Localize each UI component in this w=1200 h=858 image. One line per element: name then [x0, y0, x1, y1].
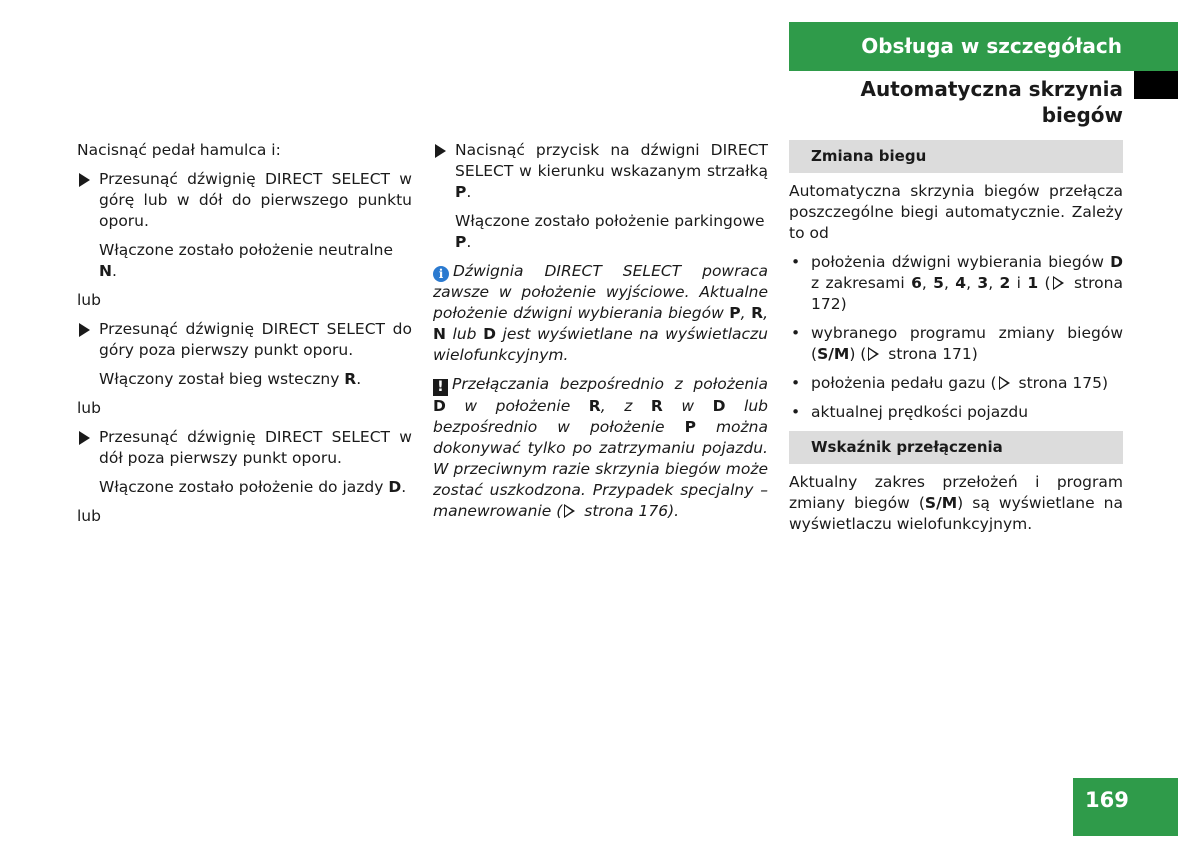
or-text: lub [77, 507, 101, 525]
instruction-step: Nacisnąć przycisk na dźwigni DIRECT SELECT w kierunku wskazanym strzałką P. [433, 140, 768, 203]
step-arrow-icon [79, 431, 90, 445]
instruction-step: Przesunąć dźwignię DIRECT SELECT do góry poza pierwszy punkt oporu. [77, 319, 412, 361]
list-item: • aktualnej prędkości pojazdu [789, 402, 1123, 423]
warning-note: ! Przełączania bezpośrednio z położenia D w położenie R, z R w D lub bezpośrednio w położenie P można dokonywać tylko po zatrzymaniu pojazdu. W przeciwnym razie skrzynia biegów może zostać uszkodzona. Przypadek specjalny – manewrowanie ( strona 176). [433, 375, 769, 520]
page-reference-icon [868, 347, 879, 361]
instruction-step: Przesunąć dźwignię DIRECT SELECT w dół poza pierwszy punkt oporu. [77, 427, 412, 469]
page-reference-icon [564, 504, 575, 518]
step-result: Włączone zostało położenie neutralne N. [99, 241, 394, 280]
step-arrow-icon [79, 323, 90, 337]
paragraph: Aktualny zakres przełożeń i program zmiany biegów (S/M) są wyświetlane na wyświetlaczu wielofunkcyjnym. [789, 473, 1123, 533]
bullet-list [789, 252, 1123, 423]
chapter-marker [1134, 71, 1178, 99]
step-result: Włączony został bieg wsteczny R. [99, 370, 362, 388]
page-number: 169 [1073, 778, 1178, 836]
section-heading: Wskaźnik przełączenia [789, 431, 1123, 464]
list-item: • położenia pedału gazu ( strona 175) [789, 373, 1123, 394]
or-text: lub [77, 291, 101, 309]
section-heading: Zmiana biegu [789, 140, 1123, 173]
warning-icon: ! [433, 379, 448, 396]
column-3 [789, 140, 1123, 535]
paragraph: Automatyczna skrzynia biegów przełącza poszczególne biegi automatycznie. Zależy to od [789, 182, 1123, 242]
column-1 [77, 140, 412, 535]
page-reference-icon [999, 376, 1010, 390]
info-note: i Dźwignia DIRECT SELECT powraca zawsze w położenie wyjściowe. Aktualne położenie dźwigni wybierania biegów P, R, N lub D jest wyświetlane na wyświetlaczu wielofunkcyjnym. [433, 262, 768, 364]
page-reference-icon [1053, 276, 1064, 290]
list-item: • wybranego programu zmiany biegów (S/M) ( strona 171) [789, 323, 1123, 365]
intro-text: Nacisnąć pedał hamulca i: [77, 141, 281, 159]
instruction-step: Przesunąć dźwignię DIRECT SELECT w górę lub w dół do pierwszego punktu oporu. [77, 169, 412, 232]
step-arrow-icon [79, 173, 90, 187]
step-result: Włączone zostało położenie do jazdy D. [99, 478, 407, 496]
or-text: lub [77, 399, 101, 417]
column-2 [433, 140, 768, 530]
list-item: • położenia dźwigni wybierania biegów D z zakresami 6, 5, 4, 3, 2 i 1 ( strona 172) [789, 252, 1123, 315]
step-arrow-icon [435, 144, 446, 158]
section-banner: Obsługa w szczegółach [789, 22, 1178, 71]
chapter-title: Automatyczna skrzynia biegów [860, 77, 1123, 127]
step-result: Włączone zostało położenie parkingowe P. [455, 212, 765, 251]
info-icon: i [433, 266, 449, 282]
